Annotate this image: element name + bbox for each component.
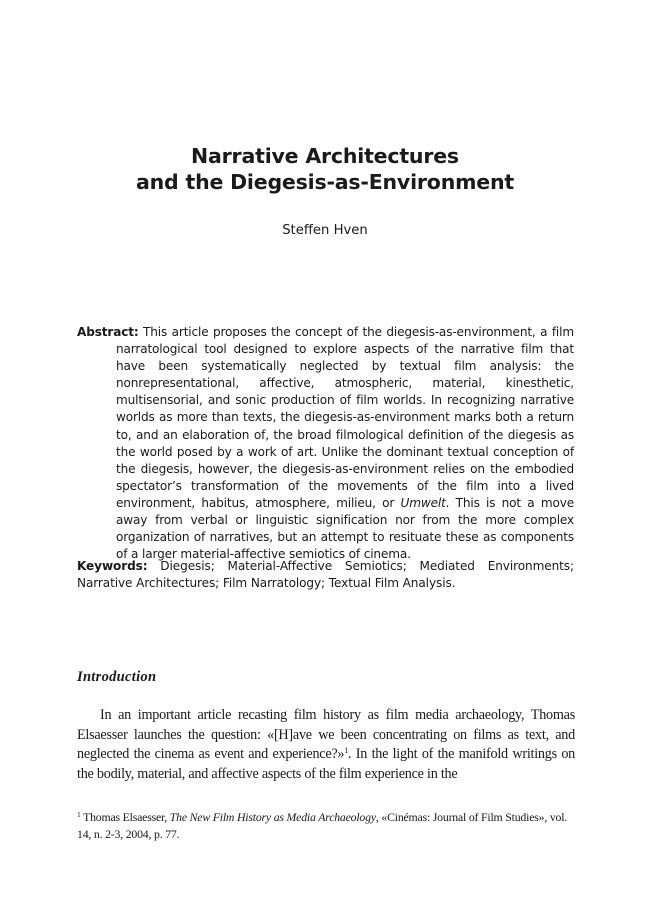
- footnote-number: 1: [77, 810, 81, 819]
- article-title: [0, 143, 650, 195]
- title-line-1: Narrative Architectures: [191, 144, 459, 168]
- abstract: [77, 324, 574, 563]
- title-line-2: and the Diegesis-as-Environment: [136, 170, 514, 194]
- footnote-ref[interactable]: 1: [344, 746, 349, 755]
- abstract-emphasis: Umwelt: [400, 495, 446, 510]
- body-text-a: In an important article recasting film history as film media archaeology, Thomas Elsaesser launches the question: «[H]ave we been concentrating on films as text, and neglected the cinema as event and experience?»: [77, 707, 575, 762]
- abstract-text-a: This article proposes the concept of the diegesis-as-environment, a film narratological tool designed to explore aspects of the narrative film that have been systematically neglected by textual film analysis: the nonrepresentational, affective, atmospheric, material, kinesthetic, multisensorial, and sonic production of film worlds. In recognizing narrative worlds as more than texts, the diegesis-as-environment marks both a return to, and an elaboration of, the broad filmological definition of the diegesis as the world posed by a work of art. Unlike the dominant textual conception of the diegesis, however, the diegesis-as-environment relies on the embodied spectator’s transformation of the movements of the film into a lived environment, habitus, atmosphere, milieu, or: [116, 325, 574, 510]
- abstract-text-b: . This is not a move away from verbal or linguistic signification nor from the more complex organization of narratives, but an attempt to resituate these as components of a larger material-affective semiotics of cinema.: [116, 495, 575, 562]
- footnote: [77, 809, 575, 842]
- footnote-author: Thomas Elsaesser,: [80, 810, 170, 824]
- body-paragraph: [77, 706, 575, 784]
- footnote-work-title: The New Film History as Media Archaeology: [169, 810, 376, 824]
- keywords-text: Diegesis; Material-Affective Semiotics; Mediated Environments; Narrative Architectures; Film Narratology; Textual Film Analysis.: [77, 559, 574, 591]
- abstract-paragraph: [77, 324, 574, 563]
- keywords-label: Keywords:: [77, 559, 148, 573]
- author-name: Steffen Hven: [282, 223, 368, 238]
- keywords: [77, 558, 574, 592]
- body-text-b: . In the light of the manifold writings on the bodily, material, and affective aspects of the film experience in the: [77, 746, 576, 782]
- section-heading: Introduction: [77, 669, 157, 685]
- footnote-rest: , «Cinémas: Journal of Film Studies», vol. 14, n. 2-3, 2004, p. 77.: [77, 810, 568, 841]
- abstract-label: Abstract:: [77, 325, 139, 339]
